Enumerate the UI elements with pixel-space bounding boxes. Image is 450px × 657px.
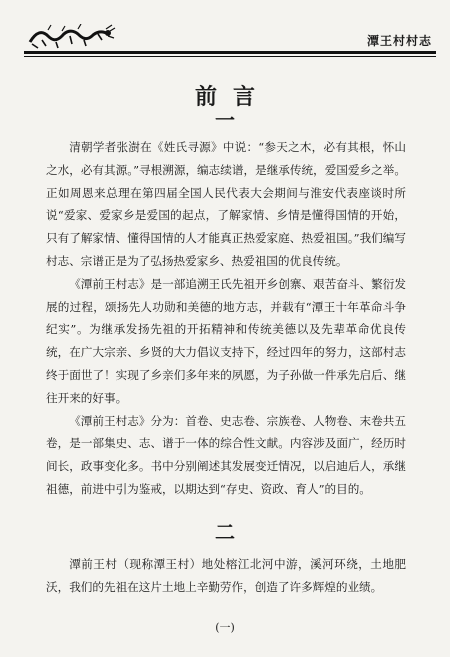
header-rule-thin [24,56,436,57]
paragraph: 《潭前王村志》是一部追溯王氏先祖开乡创寨、艰苦奋斗、繁衍发展的过程，颂扬先人功勋和美德的地方志，并载有“潭王十年革命斗争纪实”。为继承发扬先祖的开拓精神和传统美德以及先辈革命优良传统，在广大宗亲、乡贤的大力倡议支持下，经过四年的努力，这部村志终于面世了！实现了乡亲们多年来的夙愿，为子孙做一件承先启后、继往开来的好事。 [46,276,406,405]
page-header [24,24,436,58]
page-number: (一) [215,621,235,634]
dragon-icon [28,24,116,50]
paragraph: 《潭前王村志》分为：首卷、史志卷、宗族卷、人物卷、末卷共五卷，是一部集史、志、谱于一体的综合性文献。内容涉及面广，经历时间长，政事变化多。书中分别阐述其发展变迁情况，以启迪后人，承继祖德，前进中引为鉴戒，以期达到“存史、资政、育人”的目的。 [46,413,406,496]
book-title: 潭王村村志 [366,34,432,48]
section-number: 一 [215,108,235,132]
section-body [46,136,406,501]
section-number: 二 [215,520,235,544]
paragraph: 潭前王村（现称潭王村）地处榕江北河中游，溪河环绕，土地肥沃，我们的先祖在这片土地上辛勤劳作，创造了许多辉煌的业绩。 [46,557,406,594]
paragraph: 清朝学者张澍在《姓氏寻源》中说：“参天之木，必有其根，怀山之水，必有其源。”寻根溯源，编志续谱，是继承传统，爱国爱乡之举。正如周恩来总理在第四届全国人民代表大会期间与淮安代表座谈时所说“爱家、爱家乡是爱国的起点，了解家情、乡情是懂得国情的开始，只有了解家情、懂得国情的人才能真正热爱家庭、热爱祖国。”我们编写村志、宗谱正是为了弘扬热爱家乡、热爱祖国的优良传统。 [46,140,406,268]
section-body [46,553,406,599]
page-title: 前言 [194,85,271,110]
header-rule [24,51,436,54]
